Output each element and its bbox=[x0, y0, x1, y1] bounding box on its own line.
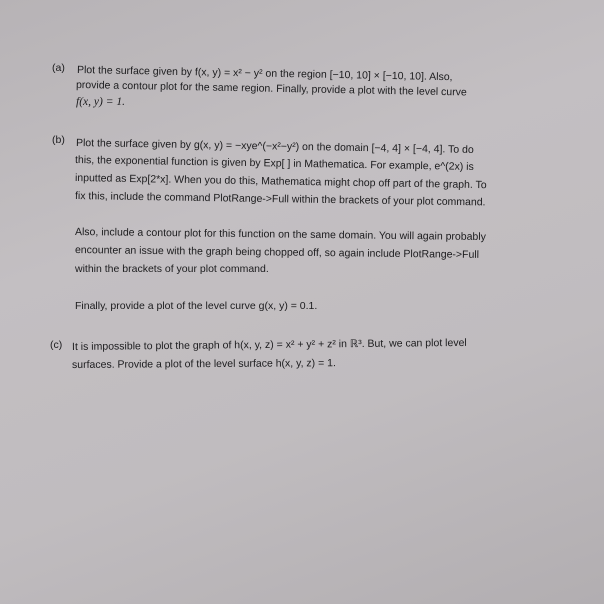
part-b-line-1: Plot the surface given by g(x, y) = −xye^(−x²−y²) on the domain [−4, 4] × [−4, 4]. To do bbox=[75, 137, 474, 156]
part-b-line-2: this, the exponential function is given by Exp[ ] in Mathematica. For example, e^(2x) is bbox=[74, 154, 474, 173]
part-b-para2-line-3: within the brackets of your plot command. bbox=[75, 263, 269, 275]
part-c-label: (c) bbox=[50, 339, 63, 351]
part-a-label: (a) bbox=[52, 62, 65, 74]
part-b-para2-line-1: Also, include a contour plot for this function on the same domain. You will again probably bbox=[74, 226, 486, 244]
part-a-line-3: f(x, y) = 1. bbox=[76, 96, 125, 108]
part-a-line-2: provide a contour plot for the same region. Finally, provide a plot with the level curve bbox=[75, 79, 467, 99]
part-c-line-2: surfaces. Provide a plot of the level surface h(x, y, z) = 1. bbox=[71, 357, 336, 371]
part-b-line-3: inputted as Exp[2*x]. When you do this, Mathematica might chop off part of the graph. To bbox=[74, 172, 487, 192]
part-a-line-1: Plot the surface given by f(x, y) = x² − y² on the region [−10, 10] × [−10, 10]. Also, bbox=[76, 64, 453, 84]
part-b-para2-line-2: encounter an issue with the graph being chopped off, so again include PlotRange->Full bbox=[74, 244, 480, 261]
part-b-para3-line-1: Finally, provide a plot of the level curve g(x, y) = 0.1. bbox=[75, 300, 318, 312]
part-c-line-1: It is impossible to plot the graph of h(x, y, z) = x² + y² + z² in ℝ³. But, we can plot level bbox=[71, 336, 467, 353]
part-b-line-4: fix this, include the command PlotRange->Full within the brackets of your plot command. bbox=[74, 190, 486, 209]
part-b-label: (b) bbox=[52, 134, 65, 146]
